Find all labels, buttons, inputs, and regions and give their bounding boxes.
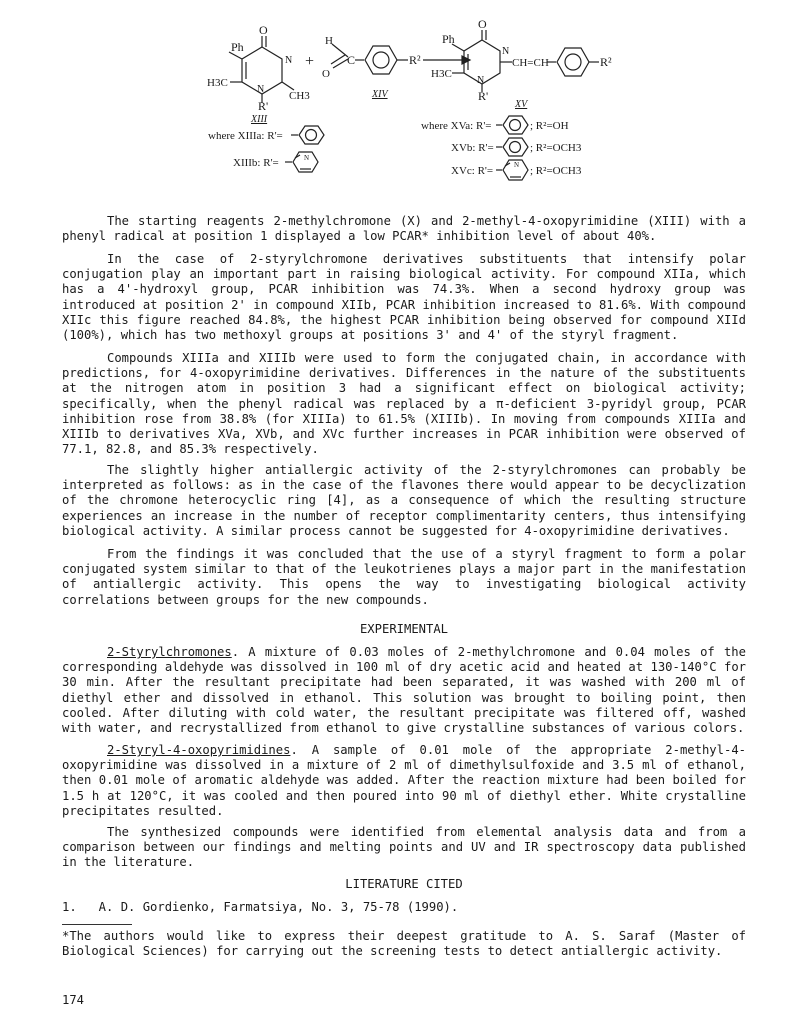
footnote-divider bbox=[62, 924, 132, 925]
substituent-definition: ; R²=OH bbox=[530, 120, 569, 132]
reaction-scheme-figure bbox=[0, 0, 796, 200]
reference-item: 1. A. D. Gordienko, Farmatsiya, No. 3, 75-78 (1990). bbox=[62, 900, 459, 914]
compound-label-xiii: XIII bbox=[251, 114, 268, 125]
ring-n-label: N bbox=[257, 84, 265, 95]
pyridyl-n-label: N bbox=[304, 154, 310, 162]
body-paragraph: In the case of 2-styrylchromone derivatives substituents that intensify polar conjugation play an important part in raising biological activity. For compound XIIa, which has a 4'-hydroxyl group, PCAR inhibition was 74.3%. When a second hydroxy group was introduced at position 2' in compound XIIb, PCAR inhibition increased to 81.6%. With compound XIIc this figure reached 84.8%, the highest PCAR inhibition being observed for compound XIId (100%), which has two methoxyl groups at positions 3' and 4' of the styryl fragment. bbox=[62, 252, 746, 343]
carbonyl-o-label: O bbox=[478, 17, 487, 31]
experimental-text: . A sample of 0.01 mole of the appropriate 2-methyl-4-oxopyrimidine was dissolved in a mixture of 2 ml of dimethylsulfoxide and 3.5 ml of ethanol, then 0.01 mole of aromatic aldehyde was added. After the reaction mixture had been boiled for 1.5 h at 120°C, it was cooled and then poured into 90 ml of diethyl ether. White crystalline precipitates resulted. bbox=[62, 743, 746, 818]
experimental-paragraph bbox=[62, 743, 746, 819]
r2-label: R² bbox=[600, 55, 612, 69]
experimental-subheading: 2-Styryl-4-oxopyrimidines bbox=[107, 743, 291, 757]
body-paragraph: The slightly higher antiallergic activity of the 2-styrylchromones can probably be interpreted as follows: as in the case of the flavones there would appear to be decyclization of the chromone heterocyclic ring [4], as a consequence of which the resulting structure experiences an increase in the number of receptor complimentarity centers, thus intensifying biological activity. A similar process cannot be suggested for 4-oxopyrimidine derivatives. bbox=[62, 463, 746, 538]
experimental-paragraph bbox=[62, 645, 746, 736]
substituent-definition: XVc: R'= bbox=[451, 165, 494, 177]
body-paragraph: From the findings it was concluded that the use of a styryl fragment to form a polar conjugated system similar to that of the leukotrienes plays a major part in the manifestation of antiallergic activity. This opens the way to investigating biological activity correlations between groups for the new compounds. bbox=[62, 547, 746, 607]
body-paragraph: The synthesized compounds were identified from elemental analysis data and from a comparison between our findings and melting points and UV and IR spectroscopy data published in the literature. bbox=[62, 825, 746, 870]
substituent-definition: XIIIb: R'= bbox=[233, 157, 279, 169]
pyridyl-n-label: N bbox=[514, 161, 520, 169]
aldehyde-h-label: H bbox=[325, 35, 333, 47]
body-paragraph: The starting reagents 2-methylchromone (X) and 2-methyl-4-oxopyrimidine (XIII) with a phenyl radical at position 1 displayed a low PCAR* inhibition level of about 40%. bbox=[62, 214, 746, 244]
experimental-text: . A mixture of 0.03 moles of 2-methylchromone and 0.04 moles of the corresponding aldehyde was dissolved in 100 ml of dry acetic acid and heated at 130-140°C for 30 min. After the resultant precipitate had been separated, it was washed with 200 ml of diethyl ether and dissolved in ethanol. This solution was brought to boiling point, then cooled. After diluting with cold water, the resultant precipitate was filtered off, washed with water, and recrystallized from ethanol to give crystalline substances of various colors. bbox=[62, 645, 746, 736]
compound-label-xiv: XIV bbox=[372, 89, 388, 100]
phenyl-label: Ph bbox=[231, 40, 244, 54]
ring-n-label: N bbox=[502, 46, 510, 57]
body-paragraph: Compounds XIIIa and XIIIb were used to form the conjugated chain, in accordance with predictions, for 4-oxopyrimidine derivatives. Differences in the nature of the substituents at the nitrogen atom in position 3 had a significant effect on biological activity; specifically, when the phenyl radical was replaced by a π-deficient 3-pyridyl group, PCAR inhibition rose from 38.8% (for XIIIa) to 61.5% (XIIIb). In moving from compounds XIIIa and XIIIb to derivatives XVa, XVb, and XVc further increases in PCAR inhibition were observed of 77.1, 82.8, and 85.3% respectively. bbox=[62, 351, 746, 457]
substituent-definition: ; R²=OCH3 bbox=[530, 142, 582, 154]
plus-sign: + bbox=[305, 53, 315, 70]
methyl-label: H3C bbox=[431, 68, 452, 80]
substituent-definition: where XVa: R'= bbox=[421, 120, 492, 132]
methyl-label: CH3 bbox=[289, 90, 310, 102]
aldehyde-o-label: O bbox=[322, 68, 330, 80]
phenyl-label: Ph bbox=[442, 32, 455, 46]
r2-label: R² bbox=[409, 53, 421, 67]
aldehyde-c-label: C bbox=[347, 53, 356, 67]
r1-label: R' bbox=[478, 89, 489, 103]
methyl-label: H3C bbox=[207, 77, 228, 89]
substituent-definition: XVb: R'= bbox=[451, 142, 494, 154]
r1-label: R' bbox=[258, 99, 269, 113]
compound-label-xv: XV bbox=[515, 99, 528, 110]
experimental-subheading: 2-Styrylchromones bbox=[107, 645, 232, 659]
ring-n-label: N bbox=[285, 55, 293, 66]
section-heading-literature: LITERATURE CITED bbox=[345, 877, 463, 891]
page-number: 174 bbox=[62, 993, 85, 1007]
substituent-definition: where XIIIa: R'= bbox=[208, 130, 283, 142]
vinylene-chain-label: CH=CH bbox=[512, 57, 549, 69]
carbonyl-o-label: O bbox=[259, 23, 268, 37]
section-heading-experimental: EXPERIMENTAL bbox=[359, 622, 449, 636]
footnote: *The authors would like to express their deepest gratitude to A. S. Saraf (Master of Biological Sciences) for carrying out the screening tests to detect antiallergic activity. bbox=[62, 929, 746, 959]
substituent-definition: ; R²=OCH3 bbox=[530, 165, 582, 177]
ring-n-label: N bbox=[477, 75, 485, 86]
